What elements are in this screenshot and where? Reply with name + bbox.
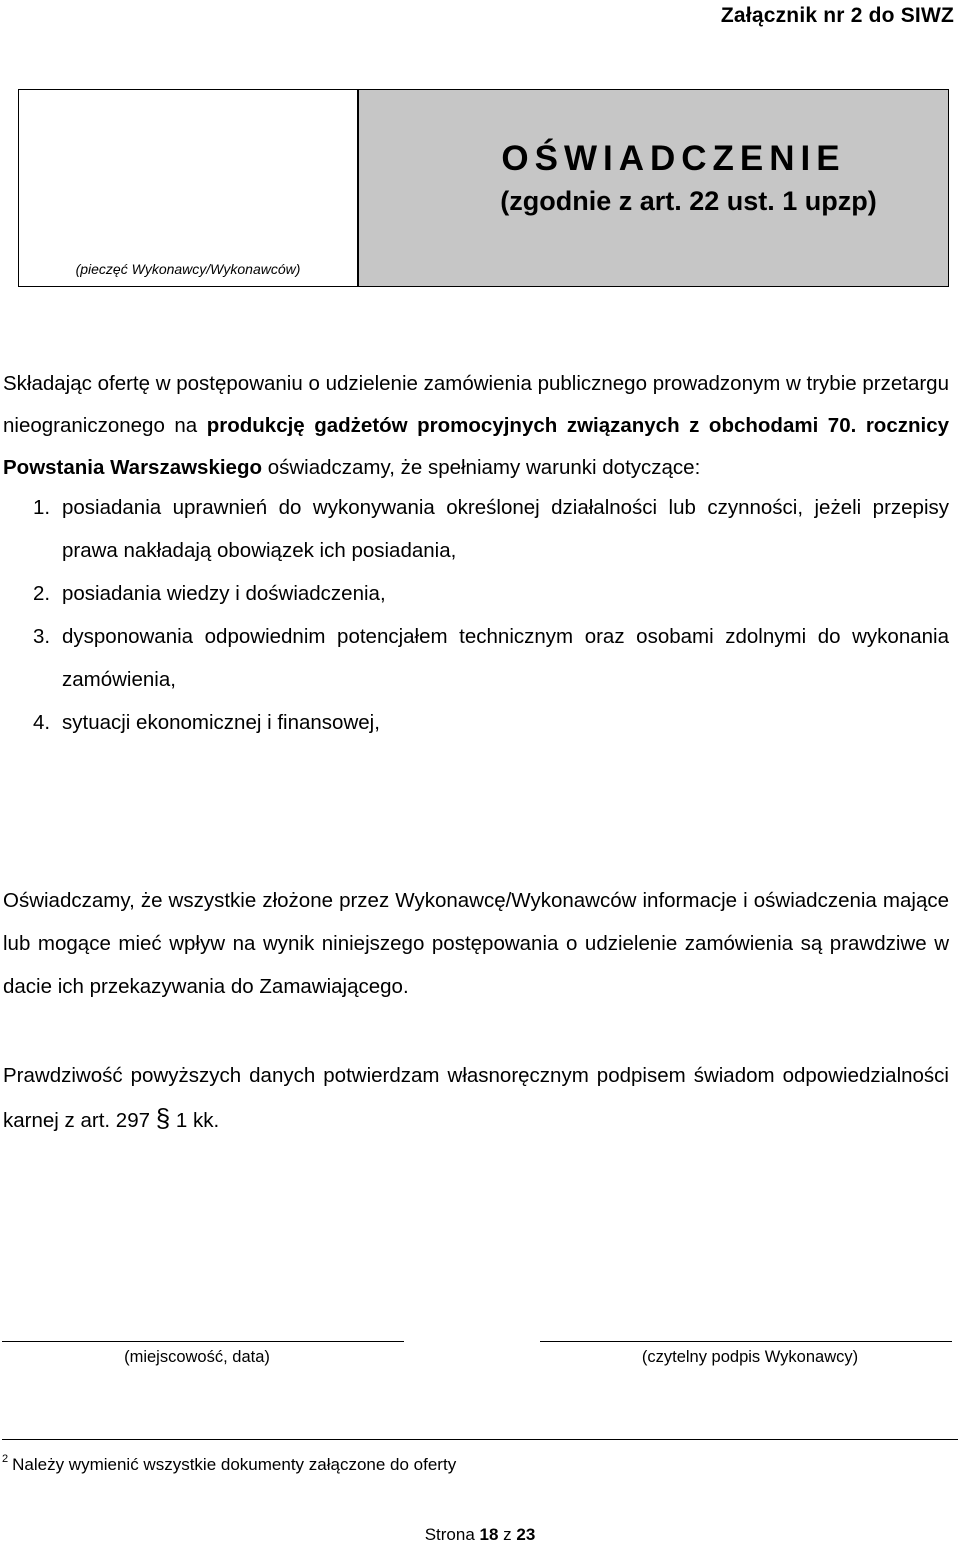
signature-line <box>540 1341 952 1342</box>
page-total: 23 <box>516 1525 536 1544</box>
place-date-label: (miejscowość, data) <box>124 1348 270 1366</box>
list-item-text: posiadania uprawnień do wykonywania określonej działalności lub czynności, jeżeli przepisy prawa nakładają obowiązek ich posiadania, <box>62 496 949 562</box>
stamp-area <box>19 90 359 286</box>
confirmation-tail: 1 kk. <box>170 1109 220 1132</box>
list-item-number: 4. <box>33 711 51 734</box>
page-current: 18 <box>479 1525 499 1544</box>
footnote-text: Należy wymienić wszystkie dokumenty załączone do oferty <box>12 1455 457 1474</box>
stamp-label: (pieczęć Wykonawcy/Wykonawców) <box>75 261 301 277</box>
intro-text: Składając ofertę w postępowaniu o udzielenie zamówienia publicznego prowadzonym w trybie przetargu nieograniczonego na <box>3 372 949 437</box>
list-item-text: sytuacji ekonomicznej i finansowej, <box>62 711 380 734</box>
footnote <box>2 1453 456 1475</box>
page-number <box>0 1525 960 1545</box>
list-item <box>3 615 949 701</box>
page-prefix: Strona <box>424 1525 480 1544</box>
document-subtitle: (zgodnie z art. 22 ust. 1 upzp) <box>500 186 877 216</box>
intro-text-end: oświadczamy, że spełniamy warunki dotyczące: <box>262 456 701 479</box>
document-title: OŚWIADCZENIE <box>501 139 846 178</box>
statement-paragraph: Oświadczamy, że wszystkie złożone przez Wykonawcę/Wykonawców informacje i oświadczenia mające lub mogące mieć wpływ na wynik niniejszego postępowania o udzielenie zamówienia są prawdziwe w dacie ich przekazywania do Zamawiającego. <box>3 889 949 998</box>
list-item-number: 1. <box>33 496 51 519</box>
list-item-number: 2. <box>33 582 51 605</box>
list-item <box>3 486 949 572</box>
title-area <box>359 90 948 286</box>
footnote-separator <box>2 1439 958 1440</box>
page-separator: z <box>498 1525 517 1544</box>
intro-subject: produkcję gadżetów promocyjnych związanych z obchodami 70. rocznicy Powstania Warszawskiego <box>3 414 950 479</box>
confirmation-paragraph <box>3 1054 949 1142</box>
list-item-text: dysponowania odpowiednim potencjałem technicznym oraz osobami zdolnymi do wykonania zamówienia, <box>62 625 949 691</box>
conditions-list <box>3 486 949 744</box>
list-item <box>3 701 949 744</box>
intro-paragraph <box>3 363 949 489</box>
footnote-mark: 2 <box>2 1453 9 1465</box>
list-item-number: 3. <box>33 625 51 648</box>
signature-label: (czytelny podpis Wykonawcy) <box>641 1348 859 1366</box>
place-date-line <box>2 1341 404 1342</box>
list-item <box>3 572 949 615</box>
confirmation-text: Prawdziwość powyższych danych potwierdzam własnoręcznym podpisem świadom odpowiedzialności karnej z art. 297 <box>3 1064 949 1132</box>
list-item-text: posiadania wiedzy i doświadczenia, <box>62 582 386 605</box>
section-sign: § <box>155 1103 171 1133</box>
header-box <box>18 89 949 287</box>
annex-title: Załącznik nr 2 do SIWZ <box>720 4 954 27</box>
